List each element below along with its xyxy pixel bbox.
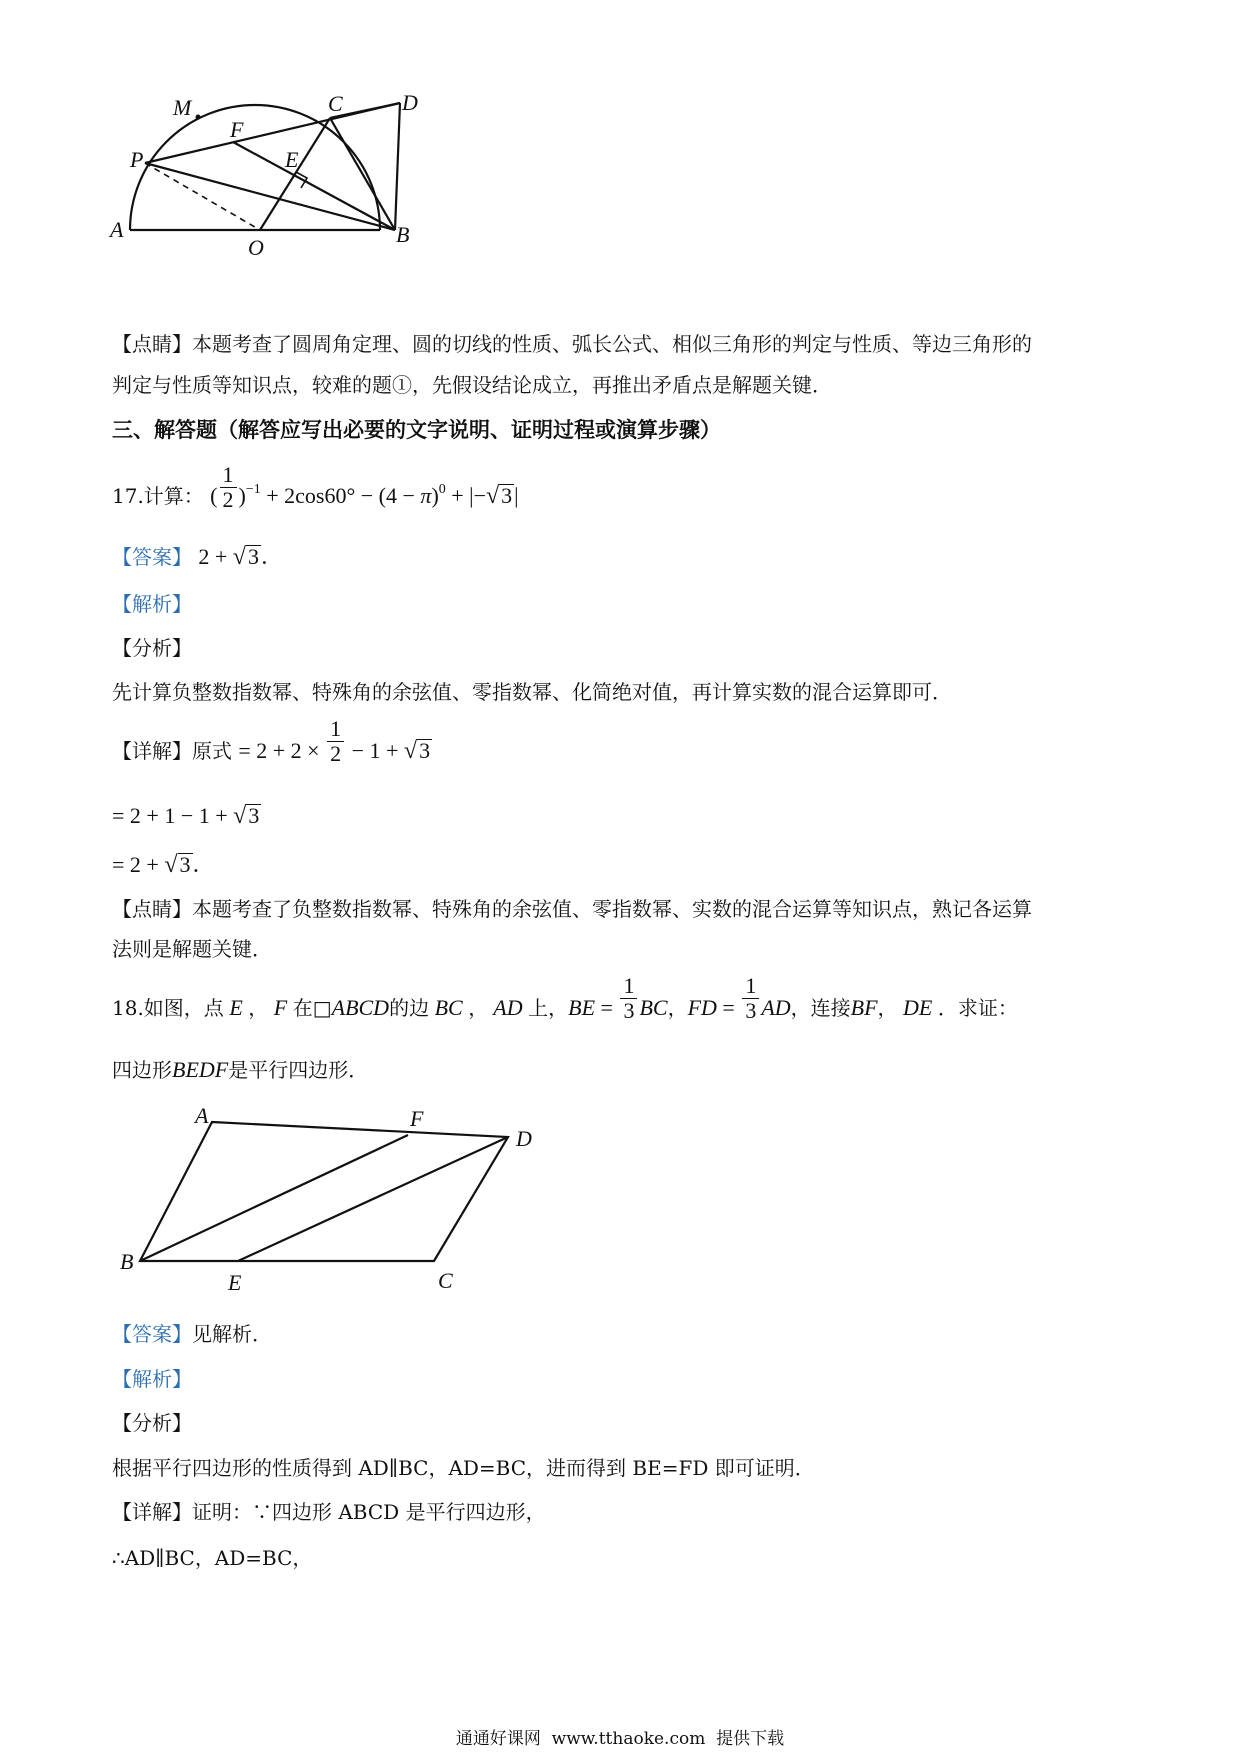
figure1-label-C: C <box>328 91 343 116</box>
q18-detail-line1 <box>112 1498 546 1526</box>
semicircle-figure <box>100 85 440 270</box>
q18-abcd: ABCD <box>331 995 390 1020</box>
q18-bedf: BEDF <box>172 1057 229 1082</box>
dianjing1-tag: 【点睛】 <box>112 332 192 356</box>
section-heading: 三、解答题（解答应写出必要的文字说明、证明过程或演算步骤） <box>112 417 721 442</box>
q17-answer <box>112 543 283 571</box>
q18-answer-tag: 【答案】 <box>112 1322 192 1346</box>
q18-fd-eq: FD = $\frac{1}{3}$ AD <box>687 973 791 1024</box>
q17-fenxi-tag: 【分析】 <box>112 636 192 660</box>
figure1-label-B: B <box>396 222 410 247</box>
figure1-label-F: F <box>230 117 244 142</box>
q18-bc: BC <box>429 995 469 1020</box>
q17-answer-tag: 【答案】 <box>112 545 192 569</box>
figure1-label-O: O <box>248 235 264 260</box>
q17-answer-value: 2 + √3． <box>198 544 283 570</box>
dianjing1-line1 <box>112 330 1032 358</box>
q17-detail <box>112 716 432 767</box>
q18-text-f: ．求证： <box>937 996 1018 1020</box>
figure1-label-E: E <box>285 147 299 172</box>
q18-text-e: ，连接 <box>790 996 851 1020</box>
figure1-label-D: D <box>402 90 418 115</box>
q18-text-d: 上， <box>528 996 569 1020</box>
q18-bf: BF <box>850 995 878 1020</box>
q18-detail-text1: 证明：∵四边形 ABCD 是平行四边形， <box>192 1500 546 1524</box>
figure2-label-E: E <box>228 1270 242 1295</box>
q17-step2: = 2 + 1 − 1 + √3 <box>112 803 260 829</box>
q18-point-E: E <box>223 995 249 1020</box>
q18-answer-text: 见解析． <box>192 1322 272 1346</box>
q18-detail-line2: ∴AD∥BC，AD=BC， <box>112 1546 313 1570</box>
q17-analysis-tag: 【解析】 <box>112 592 192 616</box>
q17-dianjing-line2: 法则是解题关键． <box>112 937 272 961</box>
q17-detail-lead: 原式 <box>192 739 232 763</box>
figure1-label-A: A <box>110 217 124 242</box>
q18-fenxi-tag: 【分析】 <box>112 1411 192 1435</box>
q18-text-line2a: 四边形 <box>112 1058 172 1082</box>
q18-question-line1: 18.如图，点 E ， F 在□ABCD的边 BC ， AD 上，BE = $\frac{1}{3}$ BC，FD = $\frac{1}{3}$ AD，连接BF， DE ．求证： <box>112 973 1018 1024</box>
q17-dianjing-tag: 【点睛】 <box>112 897 192 921</box>
dianjing1-line2 <box>112 371 832 399</box>
q18-text-a: 18.如图，点 <box>112 996 224 1020</box>
q17-fenxi-text: 先计算负整数指数幂、特殊角的余弦值、零指数幂、化简绝对值，再计算实数的混合运算即可． <box>112 680 952 704</box>
q17-dianjing-text1: 本题考查了负整数指数幂、特殊角的余弦值、零指数幂、实数的混合运算等知识点，熟记各运算 <box>192 897 1032 921</box>
q17-detail-expression: = 2 + 2 × $\frac{1}{2}$ − 1 + √3 <box>238 716 431 767</box>
figure1-label-M: M <box>173 95 192 120</box>
q18-text-c: 的边 <box>389 996 430 1020</box>
q17-detail-tag: 【详解】 <box>112 739 192 763</box>
q18-analysis-tag: 【解析】 <box>112 1367 192 1391</box>
q17-dianjing-line1 <box>112 895 1032 923</box>
figure2-label-B: B <box>120 1249 134 1274</box>
q18-text-line2b: 是平行四边形． <box>228 1058 369 1082</box>
parallelogram-figure <box>110 1108 560 1313</box>
q18-question-line2 <box>112 1056 368 1084</box>
figure1-label-P: P <box>130 147 144 172</box>
q17-expression: ( $\frac{1}{2}$ )$^{-1} + 2\cos 60^\circ - (4 - \pi)^0 + |-√3|$ <box>210 462 519 513</box>
figure2-label-F: F <box>410 1108 424 1131</box>
q17-question <box>112 462 519 513</box>
q17-number: 17.计算： <box>112 484 204 508</box>
page-footer: 通通好课网 www.tthaoke.com 提供下载 <box>455 1729 785 1749</box>
figure2-label-A: A <box>195 1108 209 1128</box>
dianjing1-text1: 本题考查了圆周角定理、圆的切线的性质、弧长公式、相似三角形的判定与性质、等边三角形的 <box>192 332 1032 356</box>
figure2-label-D: D <box>516 1126 532 1151</box>
q18-de: DE <box>897 995 938 1020</box>
q18-detail-tag: 【详解】 <box>112 1500 192 1524</box>
q17-step3: = 2 + √3． <box>112 852 215 878</box>
dianjing1-text2: 判定与性质等知识点，较难的题①，先假设结论成立，再推出矛盾点是解题关键． <box>112 373 832 397</box>
figure2-label-C: C <box>438 1268 453 1293</box>
q18-fenxi-text: 根据平行四边形的性质得到 AD∥BC，AD=BC，进而得到 BE=FD 即可证明． <box>112 1456 815 1480</box>
q18-point-F: F <box>268 995 293 1020</box>
q18-be-eq: BE = $\frac{1}{3}$ BC <box>568 973 668 1024</box>
q18-answer <box>112 1320 272 1348</box>
q18-ad: AD <box>488 995 529 1020</box>
q18-text-b: 在□ <box>292 996 332 1020</box>
